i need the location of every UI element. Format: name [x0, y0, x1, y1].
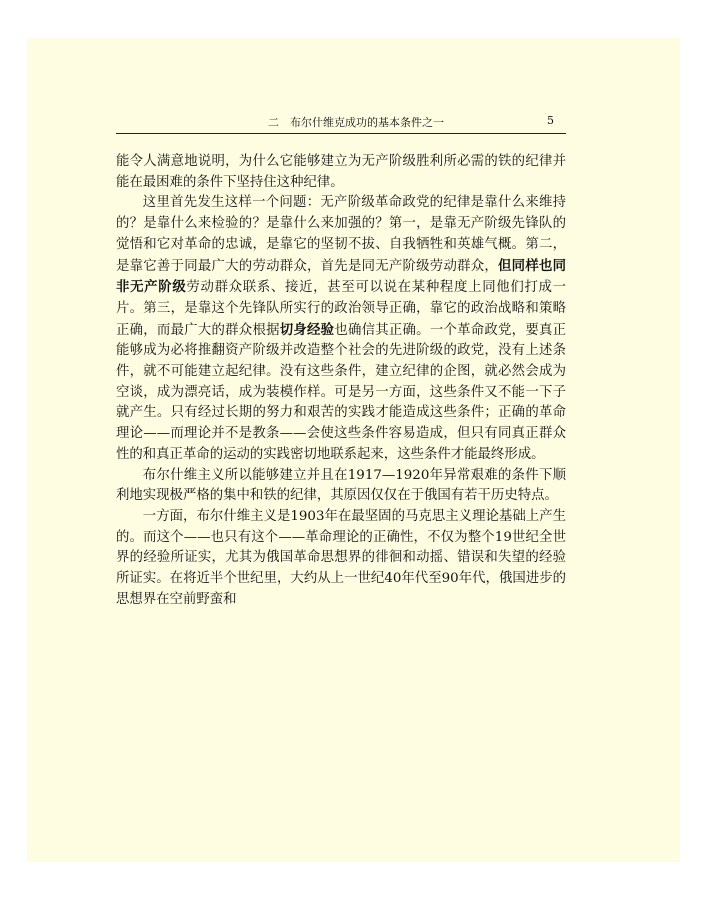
- body-text: [116, 152, 566, 610]
- running-header: [116, 112, 566, 134]
- paragraph-text: 也确信其正确。一个革命政党，要真正能够成为必将推翻资产阶级并改造整个社会的先进阶级的政党，没有上述条件，就不可能建立起纪律。没有这些条件，建立纪律的企图，就必然会成为空谈，成为漂亮话，成为装模作样。可是另一方面，这些条件又不能一下子就产生。只有经过长期的努力和艰苦的实践才能造成这些条件；正确的革命理论——而理论并不是教条——会使这些条件容易造成，但只有同真正群众性的和真正革命的运动的实践密切地联系起来，这些条件才能最终形成。: [116, 322, 567, 462]
- paragraph-continuation: [116, 152, 566, 193]
- paragraph-text: 这里首先发生这样一个问题：无产阶级革命政党的纪律是靠什么来维持的？是靠什么来检验的？是靠什么来加强的？第一，是靠无产阶级先锋队的觉悟和它对革命的忠诚，是靠它的坚韧不拔、自我牺牲和英雄气概。第二，是靠它善于同最广大的劳动群众，首先是同无产阶级劳动群众，: [116, 195, 566, 274]
- paragraph: [116, 507, 566, 611]
- header-rule: [116, 133, 566, 134]
- page-number: 5: [547, 114, 554, 127]
- bold-emphasis: 切身经验: [279, 321, 335, 338]
- paragraph: [116, 193, 566, 465]
- bold-emphasis: 但同样也同非无产阶级: [116, 257, 566, 296]
- paragraph-text: 布尔什维主义所以能够建立并且在1917—1920年异常艰难的条件下顺利地实现极严格的集中和铁的纪律，其原因仅仅在于俄国有若干历史特点。: [116, 467, 566, 504]
- paragraph: [116, 466, 566, 507]
- running-header-title: 二 布尔什维克成功的基本条件之一: [268, 116, 444, 129]
- paragraph-text: 劳动群众联系、接近，甚至可以说在某种程度上同他们打成一片。第三，是靠这个先锋队所实行的政治领导正确，靠它的政治战略和策略正确，而最广大的群众根据: [116, 280, 566, 338]
- paragraph-text: 能令人满意地说明，为什么它能够建立为无产阶级胜利所必需的铁的纪律并能在最困难的条件下坚持住这种纪律。: [116, 154, 566, 190]
- paragraph-text: 一方面，布尔什维主义是1903年在最坚固的马克思主义理论基础上产生的。而这个——也只有这个——革命理论的正确性，不仅为整个19世纪全世界的经验所证实，尤其为俄国革命思想界的徘徊和动摇、错误和失望的经验所证实。在将近半个世纪里，大约从上一世纪40年代至90年代，俄国进步的思想界在空前野蛮和: [116, 508, 566, 607]
